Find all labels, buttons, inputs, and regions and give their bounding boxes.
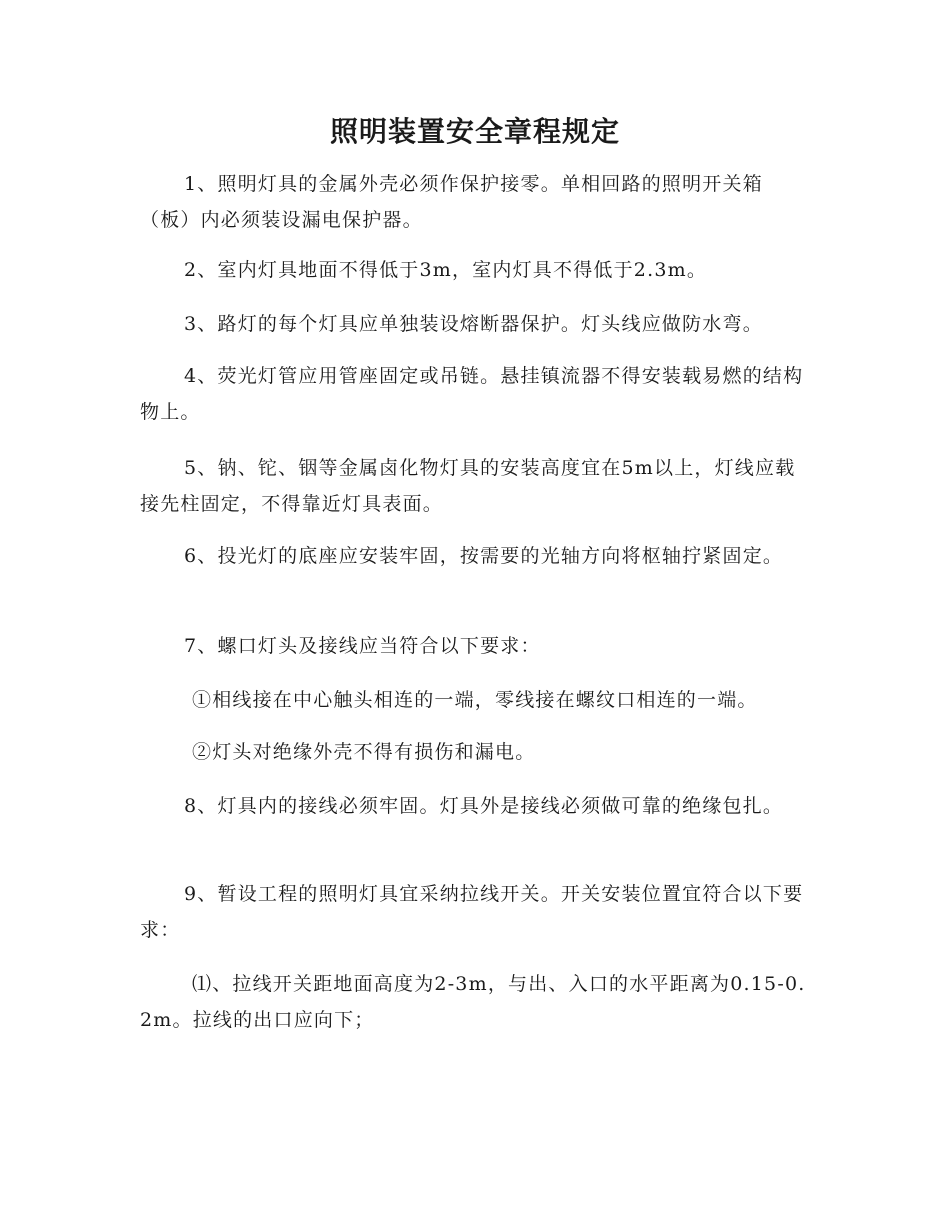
sub-item-1: ①相线接在中心触头相连的一端，零线接在螺纹口相连的一端。 [192, 689, 758, 711]
sub-item-3: ⑴、拉线开关距地面高度为2-3m，与出、入口的水平距离为0.15-0.2m。拉线的出口应向下； [140, 973, 806, 1031]
sub-item-2: ②灯头对绝缘外壳不得有损伤和漏电。 [192, 741, 536, 763]
paragraph-6: 6、投光灯的底座应安装牢固，按需要的光轴方向将枢轴拧紧固定。 [184, 545, 784, 567]
paragraph-4: 4、荧光灯管应用管座固定或吊链。悬挂镇流器不得安装载易燃的结构物上。 [140, 365, 804, 423]
paragraph-2: 2、室内灯具地面不得低于3m，室内灯具不得低于2.3m。 [184, 259, 708, 281]
paragraph-7: 7、螺口灯头及接线应当符合以下要求： [184, 635, 541, 657]
paragraph-9: 9、暂设工程的照明灯具宜采纳拉线开关。开关安装位置宜符合以下要求： [140, 883, 804, 941]
paragraph-3: 3、路灯的每个灯具应单独装设熔断器保护。灯头线应做防水弯。 [184, 313, 763, 335]
paragraph-8: 8、灯具内的接线必须牢固。灯具外是接线必须做可靠的绝缘包扎。 [184, 795, 784, 817]
document-title: 照明装置安全章程规定 [329, 115, 620, 148]
paragraph-5: 5、钠、铊、铟等金属卤化物灯具的安装高度宜在5m以上，灯线应载接先柱固定，不得靠近灯具表面。 [140, 457, 796, 515]
paragraph-1: 1、照明灯具的金属外壳必须作保护接零。单相回路的照明开关箱（板）内必须装设漏电保护器。 [140, 173, 763, 231]
